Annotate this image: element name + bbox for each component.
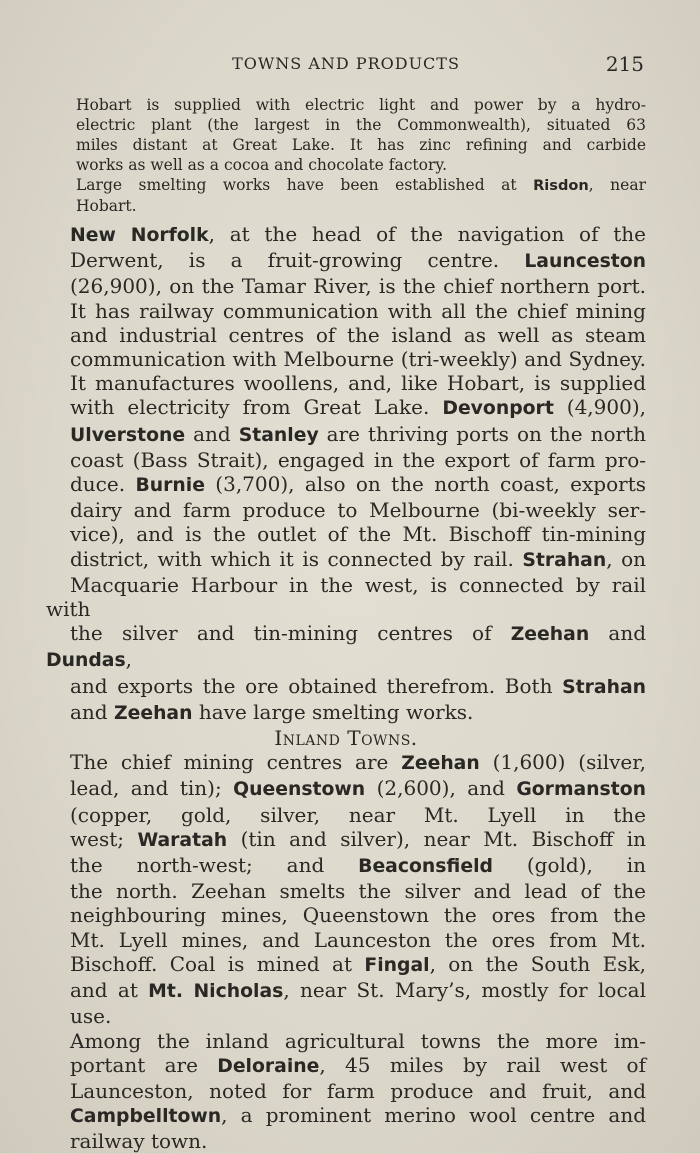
place-name-ulverstone: Ulverstone <box>70 424 186 446</box>
place-name-risdon: Risdon <box>533 177 589 194</box>
text-line: Large smelting works have been established at Risdon, near <box>76 176 646 194</box>
large-print-block <box>46 222 646 1154</box>
text-line: electric plant (the largest in the Commonwealth), situated 63 <box>76 116 646 134</box>
place-name-strahan: Strahan <box>562 676 646 698</box>
text-line: the north. Zeehan smelts the silver and lead of the <box>70 879 646 904</box>
text-line: Mt. Lyell mines, and Launceston the ores from Mt. <box>70 927 646 952</box>
place-name-fingal: Fingal <box>364 954 430 976</box>
place-name-mt-nicholas: Mt. Nicholas <box>148 981 284 1003</box>
text-line: Ulverstone and Stanley are thriving ports on the north <box>70 421 647 446</box>
text-line: dairy and farm produce to Melbourne (bi-weekly ser- <box>70 498 646 523</box>
text-line: the silver and tin-mining centres of Zeehan and Dundas, <box>46 621 646 672</box>
mining-paragraph <box>46 750 646 1028</box>
new-norfolk-paragraph <box>46 222 646 726</box>
text-line: and exports the ore obtained therefrom. Both Strahan <box>70 673 646 698</box>
text-line: portant are Deloraine, 45 miles by rail west of <box>70 1052 646 1077</box>
text-line: communication with Melbourne (tri-weekly) and Sydney. <box>70 347 646 372</box>
text-line: works as well as a cocoa and chocolate factory. <box>76 156 448 174</box>
place-name-burnie: Burnie <box>135 475 205 497</box>
text-line: Derwent, is a fruit-growing centre. Launceston <box>70 248 646 273</box>
inland-towns-heading: Inland Towns. <box>274 726 418 751</box>
text-line: the north-west; and Beaconsfield (gold), in <box>70 853 647 878</box>
text-line: with electricity from Great Lake. Devonport (4,900), <box>70 395 646 420</box>
running-head <box>46 52 646 78</box>
agricultural-paragraph <box>46 1029 646 1154</box>
text-line: and industrial centres of the island as well as steam <box>70 322 646 347</box>
text-line: use. <box>70 1004 112 1029</box>
text-line: Macquarie Harbour in the west, is connected by rail with <box>46 572 646 622</box>
page-number: 215 <box>605 52 644 76</box>
text-line: (copper, gold, silver, near Mt. Lyell in the <box>70 802 646 827</box>
place-name-new-norfolk: New Norfolk <box>70 225 209 246</box>
place-name-queenstown: Queenstown <box>233 779 366 801</box>
text-line: lead, and tin); Queenstown (2,600), and Gormanston <box>70 776 646 801</box>
text-line: Hobart is supplied with electric light and power by a hydro- <box>76 96 646 114</box>
text-line: Hobart. <box>76 197 137 215</box>
place-name-deloraine: Deloraine <box>217 1055 320 1077</box>
place-name-zeehan: Zeehan <box>401 753 480 775</box>
text-line: neighbouring mines, Queenstown the ores from the <box>70 903 646 928</box>
smelting-paragraph <box>46 175 646 216</box>
text-line: The chief mining centres are Zeehan (1,600) (silver, <box>70 750 646 775</box>
text-line: west; Waratah (tin and silver), near Mt. Bischoff in <box>70 826 646 851</box>
place-name-beaconsfield: Beaconsfield <box>358 856 493 878</box>
running-title: TOWNS AND PRODUCTS <box>232 54 460 73</box>
section-heading <box>46 726 646 750</box>
text-line: It has railway communication with all the chief mining <box>70 298 646 323</box>
text-line: coast (Bass Strait), engaged in the export of farm pro- <box>70 447 646 472</box>
text-line: New Norfolk, at the head of the navigation of the <box>70 222 646 246</box>
text-line: Bischoff. Coal is mined at Fingal, on the South Esk, <box>70 951 646 976</box>
place-name-zeehan: Zeehan <box>113 702 193 724</box>
place-name-dundas: Dundas <box>46 650 126 672</box>
place-name-zeehan: Zeehan <box>510 624 590 646</box>
text-line: railway town. <box>70 1129 208 1154</box>
place-name-devonport: Devonport <box>442 398 554 420</box>
text-line: Launceston, noted for farm produce and fruit, and <box>70 1078 646 1103</box>
text-line: Among the inland agricultural towns the more im- <box>70 1028 646 1053</box>
hobart-paragraph <box>46 95 646 175</box>
text-line: duce. Burnie (3,700), also on the north coast, exports <box>70 472 646 497</box>
place-name-campbelltown: Campbelltown <box>70 1106 222 1128</box>
text-line: and Zeehan have large smelting works. <box>70 699 474 724</box>
text-line: miles distant at Great Lake. It has zinc refining and carbide <box>76 136 646 154</box>
place-name-stanley: Stanley <box>238 424 319 446</box>
text-line: Campbelltown, a prominent merino wool centre and <box>70 1103 646 1128</box>
place-name-launceston: Launceston <box>524 251 646 273</box>
text-line: district, with which it is connected by rail. Strahan, on <box>70 546 646 571</box>
place-name-waratah: Waratah <box>137 829 228 851</box>
text-line: It manufactures woollens, and, like Hobart, is supplied <box>70 371 646 396</box>
text-line: vice), and is the outlet of the Mt. Bischoff tin-mining <box>70 522 646 547</box>
small-print-block <box>46 95 646 216</box>
text-line: (26,900), on the Tamar River, is the chief northern port. <box>70 274 646 299</box>
place-name-gormanston: Gormanston <box>516 779 646 801</box>
place-name-strahan: Strahan <box>522 549 607 571</box>
text-line: and at Mt. Nicholas, near St. Mary’s, mostly for local <box>70 978 646 1003</box>
